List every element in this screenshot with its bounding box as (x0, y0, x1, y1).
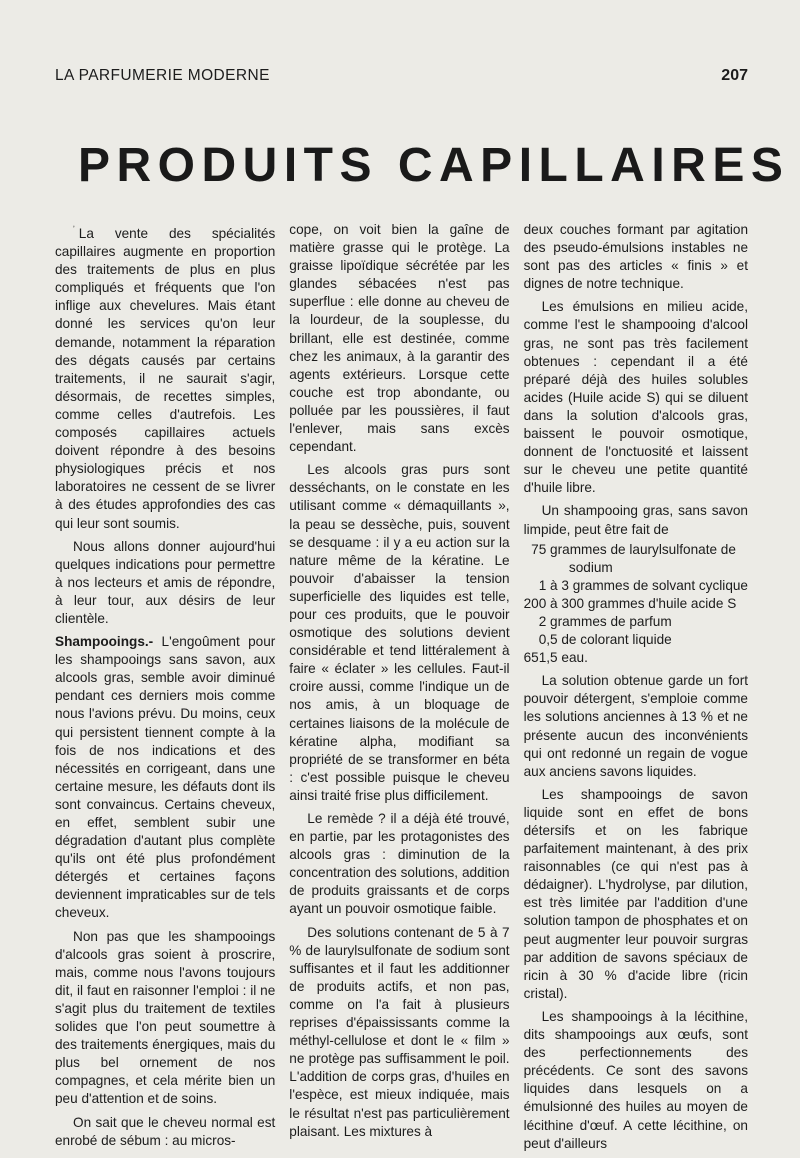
formula-line: sodium (523, 559, 613, 575)
paragraph: Les shampooings de savon liquide sont en effet de bons détersifs et on les fabrique parfaitement maintenant, à des prix raisonnables (ce qui n'est pas à dédaigner). L'hydrolyse, par dilution, est très limitée par l'addition d'une solution tampon de phosphates et on peut augmenter leur pouvoir surgras par addition de savons spéciaux de ricin à 30 % d'acide libre (ricin cristal). (523, 786, 748, 1001)
formula-line: 1 à 3 grammes de solvant cyclique (523, 577, 748, 593)
paragraph: Des solutions contenant de 5 à 7 % de laurylsulfonate de sodium sont suffisantes et il faut les additionner de produits actifs, et non pas, comme on l'a fait à plusieurs reprises d'épaississants comme la méthyl-cellulose et dont le « film » ne protège pas suffisamment le poil. L'addition de corps gras, d'huiles en l'espèce, est mieux indiquée, mais le résultat n'est pas particulièrement plaisant. Les mixtures à (289, 924, 510, 1139)
paragraph: Non pas que les shampooings d'alcools gras soient à proscrire, mais, comme nous l'avons toujours dit, il faut en raisonner l'emploi : il ne s'agit plus du traitement de textiles solides que l'on peut soumettre à des traitements énergiques, mais du plus bel ornement de nos compagnes, et cela mérite bien un peu d'attention et de soins. (55, 928, 276, 1107)
paragraph-shampooings: Shampooings.- L'engoûment pour les shampooings sans savon, aux alcools gras, semble avoir diminué pendant ces derniers mois comme nous l'avions prévu. Du moins, ceux qui persistent tiennent compte à la fois de nos indications et des nécessités en corrigeant, dans une certaine mesure, les défauts dont ils sont convaincus. Certains cheveux, en effet, semblent subir une dégradation d'autant plus complète qu'ils ont été plus profondément détergés et certaines façons deviennent impraticables sur de tels cheveux. (55, 634, 276, 921)
paragraph: Les shampooings à la lécithine, dits shampooings aux œufs, sont des perfectionnements des précédents. Ce sont des savons liquides dans lesquels on a émulsionné des huiles au moyen de lécithine d'œuf. A cette lécithine, on peut d'ailleurs (523, 1008, 748, 1151)
section-runin-heading: Shampooings.- (55, 634, 154, 650)
journal-name: LA PARFUMERIE MODERNE (55, 67, 270, 84)
paragraph: Les alcools gras purs sont desséchants, on le constate en les utilisant comme « démaquillants », la peau se dessèche, puis, souvent se desquame : il y a eu action sur la nature même de la kératine. Le pouvoir d'abaisser la tension superficielle des liquides est telle, pour ces produits, que le pouvoir osmotique des solutions devient considérable et tend littéralement à faire « éclater » les cellules. Faut-il croire aussi, comme l'indique un de nos amis, à un bloquage de certaines liaisons de la molécule de kératine alpha, modifiant sa propriété de se transformer en béta : c'est possible puisque le cheveu ainsi traité frise plus difficilement. (289, 462, 510, 803)
column-3 (524, 221, 748, 1158)
article-body (55, 221, 748, 1158)
formula-line: 2 grammes de parfum (523, 613, 672, 629)
paragraph: Le remède ? il a déjà été trouvé, en partie, par les protagonistes des alcools gras : diminution de la concentration des solutions, addition de produits graissants et de corps ayant un pouvoir osmotique faible. (289, 811, 510, 917)
paragraph: Un shampooing gras, sans savon limpide, peut être fait de (523, 503, 748, 537)
running-header (55, 67, 748, 85)
paragraph: $^ʼ$ La vente des spécialités capillaires augmente en proportion des traitements de plus en plus compliqués et fréquents que l'on inflige aux chevelures. Mais étant donné les services qu'on leur demande, notamment la réparation des dégats causés par certains traitements, il ne saurait s'agir, désormais, de recettes simples, comme celles d'autrefois. Les composés capillaires actuels doivent répondre à des besoins physiologiques précis et nos laboratoires ne cessent de se livrer à des études approfondies des cas qui leur sont soumis. (55, 225, 276, 531)
column-1 (55, 221, 275, 1158)
column-2 (289, 221, 509, 1158)
paragraph: Nous allons donner aujourd'hui quelques indications pour permettre à nos lecteurs et amis de répondre, à leur tour, aux désirs de leur clientèle. (55, 538, 276, 626)
margin-mark: ʼ (73, 225, 75, 234)
article-title: PRODUITS CAPILLAIRES (78, 139, 790, 192)
paragraph: On sait que le cheveu normal est enrobé de sébum : au micros- (55, 1114, 276, 1148)
page-number: 207 (721, 67, 748, 84)
paragraph: La solution obtenue garde un fort pouvoir détergent, s'emploie comme les solutions anciennes à 13 % et ne présente aucun des inconvénients qui ont redonné un regain de vogue aux anciens savons liquides. (523, 673, 748, 779)
paragraph: cope, on voit bien la gaîne de matière grasse qui le protège. La graisse lipoïdique sécrétée par les glandes sébacées n'est pas superflue : elle donne au cheveu de la lourdeur, de la souplesse, du brillant, elle est destinée, comme chez les animaux, à la garantir des agents extérieurs. Lorsque cette couche est trop abondante, ou polluée par les poussières, il faut l'enlever, mais sans excès cependant. (289, 222, 510, 455)
formula-line: 200 à 300 grammes d'huile acide S (523, 595, 737, 611)
formula-list (524, 541, 748, 668)
formula-line: 0,5 de colorant liquide (523, 632, 672, 648)
paragraph: Les émulsions en milieu acide, comme l'est le shampooing d'alcool gras, ne sont pas très facilement obtenues : cependant il a été préparé déjà des huiles solubles acides (Huile acide S) qui se diluent dans la solution d'alcools gras, baissent le pouvoir osmotique, donnent de l'onctuosité et laissent sur le cheveu une petite quantité d'huile libre. (523, 299, 748, 496)
paragraph: deux couches formant par agitation des pseudo-émulsions instables ne sont pas des articles « finis » et dignes de notre technique. (523, 222, 748, 292)
page (55, 0, 790, 1151)
formula-line: 75 grammes de laurylsulfonate de (523, 541, 736, 557)
formula-line: 651,5 eau. (523, 650, 588, 666)
